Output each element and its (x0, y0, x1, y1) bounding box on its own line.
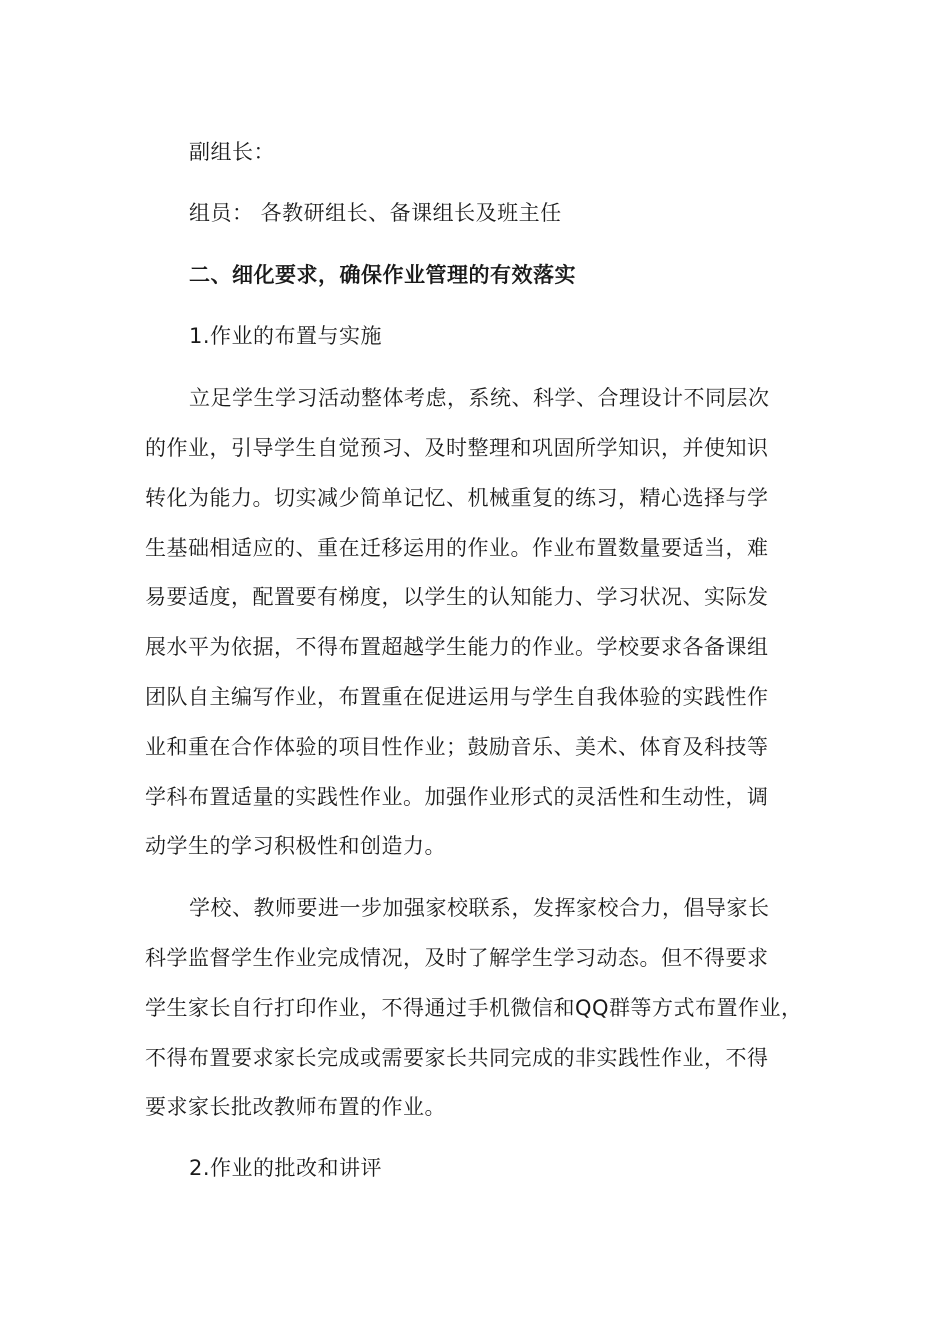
section-heading: 二、细化要求，确保作业管理的有效落实 (189, 263, 576, 287)
vice-leader-line: 副组长： (189, 140, 275, 164)
paragraph-1-line: 易要适度，配置要有梯度，以学生的认知能力、学习状况、实际发 (145, 585, 769, 609)
paragraph-1-line: 展水平为依据，不得布置超越学生能力的作业。学校要求各备课组 (145, 635, 769, 659)
paragraph-1-line: 转化为能力。切实减少简单记忆、机械重复的练习，精心选择与学 (145, 486, 769, 510)
paragraph-2-line: 不得布置要求家长完成或需要家长共同完成的非实践性作业，不得 (145, 1046, 769, 1070)
subheading-1: 1.作业的布置与实施 (189, 324, 383, 348)
members-line: 组员： 各教研组长、备课组长及班主任 (189, 201, 562, 225)
paragraph-1-line: 团队自主编写作业，布置重在促进运用与学生自我体验的实践性作 (145, 685, 769, 709)
paragraph-1-line: 学科布置适量的实践性作业。加强作业形式的灵活性和生动性，调 (145, 785, 769, 809)
paragraph-2-line: 要求家长批改教师布置的作业。 (145, 1095, 446, 1119)
paragraph-1-line: 业和重在合作体验的项目性作业；鼓励音乐、美术、体育及科技等 (145, 735, 769, 759)
paragraph-2-line: 学生家长自行打印作业，不得通过手机微信和QQ群等方式布置作业， (145, 996, 803, 1020)
paragraph-1-line: 生基础相适应的、重在迁移运用的作业。作业布置数量要适当，难 (145, 536, 769, 560)
paragraph-1-line: 的作业，引导学生自觉预习、及时整理和巩固所学知识，并使知识 (145, 436, 769, 460)
paragraph-1-line: 动学生的学习积极性和创造力。 (145, 834, 446, 858)
subheading-2: 2.作业的批改和讲评 (189, 1156, 383, 1180)
paragraph-2-line: 学校、教师要进一步加强家校联系，发挥家校合力，倡导家长 (189, 896, 770, 920)
paragraph-2-line: 科学监督学生作业完成情况，及时了解学生学习动态。但不得要求 (145, 946, 769, 970)
paragraph-1-line: 立足学生学习活动整体考虑，系统、科学、合理设计不同层次 (189, 386, 770, 410)
